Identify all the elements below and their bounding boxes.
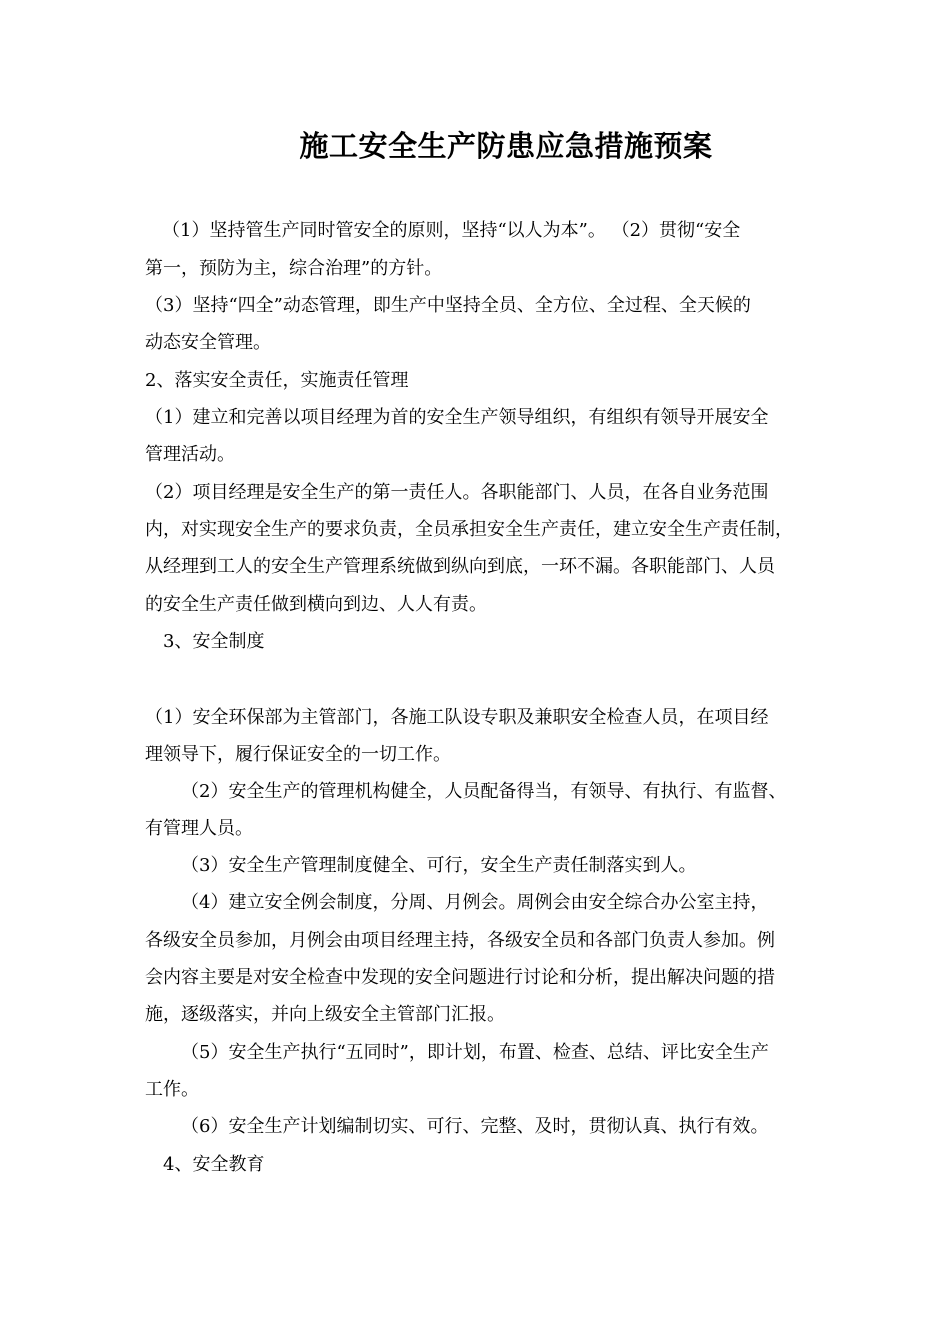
- paragraph-line: 施，逐级落实，并向上级安全主管部门汇报。: [145, 1004, 505, 1025]
- paragraph-line: （5）安全生产执行“五同时”，即计划，布置、检查、总结、评比安全生产: [181, 1042, 769, 1063]
- paragraph-line: 动态安全管理。: [145, 332, 271, 353]
- paragraph-line: 管理活动。: [145, 444, 235, 465]
- paragraph-line: （6）安全生产计划编制切实、可行、完整、及时，贯彻认真、执行有效。: [181, 1116, 769, 1137]
- paragraph-line: （2）安全生产的管理机构健全，人员配备得当，有领导、有执行、有监督、: [181, 781, 787, 802]
- section-heading: 2、落实安全责任，实施责任管理: [145, 370, 409, 391]
- paragraph-line: 从经理到工人的安全生产管理系统做到纵向到底，一环不漏。各职能部门、人员: [145, 556, 775, 577]
- paragraph-line: （3）坚持“四全”动态管理，即生产中坚持全员、全方位、全过程、全天候的: [145, 295, 751, 316]
- paragraph-line: 各级安全员参加，月例会由项目经理主持，各级安全员和各部门负责人参加。例: [145, 930, 775, 951]
- section-heading: 4、安全教育: [163, 1154, 265, 1175]
- paragraph-line: （2）项目经理是安全生产的第一责任人。各职能部门、人员，在各自业务范围: [145, 482, 769, 503]
- document-title: 施工安全生产防患应急措施预案: [299, 129, 713, 163]
- section-heading: 3、安全制度: [163, 631, 265, 652]
- paragraph-line: （1）建立和完善以项目经理为首的安全生产领导组织，有组织有领导开展安全: [145, 407, 769, 428]
- paragraph-line: 会内容主要是对安全检查中发现的安全问题进行讨论和分析，提出解决问题的措: [145, 967, 775, 988]
- paragraph-line: 工作。: [145, 1079, 199, 1100]
- paragraph-line: 第一，预防为主，综合治理”的方针。: [145, 258, 443, 279]
- paragraph-line: 有管理人员。: [145, 818, 253, 839]
- paragraph-line: （1）坚持管生产同时管安全的原则，坚持“以人为本”。 （2）贯彻“安全: [162, 220, 741, 241]
- paragraph-line: 理领导下，履行保证安全的一切工作。: [145, 744, 451, 765]
- paragraph-line: 的安全生产责任做到横向到边、人人有责。: [145, 594, 487, 615]
- paragraph-line: 内，对实现安全生产的要求负责，全员承担安全生产责任，建立安全生产责任制，: [145, 519, 793, 540]
- paragraph-line: （1）安全环保部为主管部门，各施工队设专职及兼职安全检查人员，在项目经: [145, 707, 769, 728]
- paragraph-line: （3）安全生产管理制度健全、可行，安全生产责任制落实到人。: [181, 855, 697, 876]
- paragraph-line: （4）建立安全例会制度，分周、月例会。周例会由安全综合办公室主持，: [181, 892, 769, 913]
